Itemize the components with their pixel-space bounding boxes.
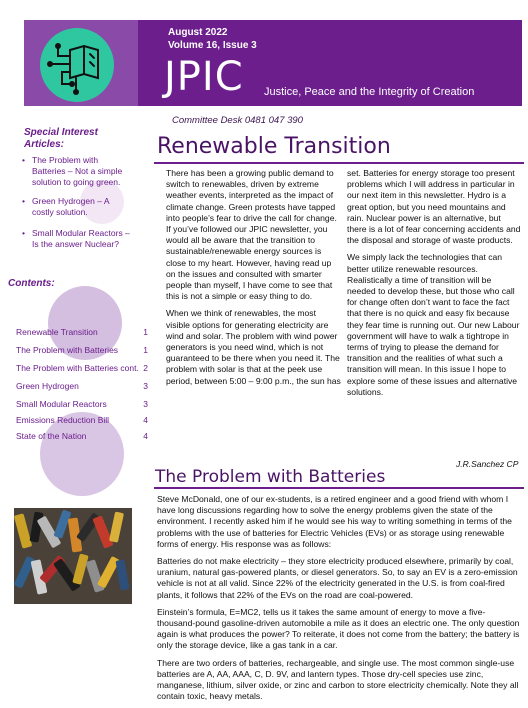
paragraph: We simply lack the technologies that can better utilize renewable resources. Realistically a time of transition will be needed to develop these, but those who call for change often don’t want to face the fact that there is no quick and easy fix because they fear time is running out. Our new Labour government will have to walk a tightrope in terms of trying to please the demand for transition and the realities of what such a transition will mean. In this issue I hope to explore some of these issues and alternative solutions. (347, 252, 520, 397)
toc-page: 1 (143, 345, 148, 355)
article-column-1 (166, 168, 342, 393)
paragraph: Steve McDonald, one of our ex-students, is a retired engineer and a good friend with whom I have long discussions regarding how to solve the energy problems given the state of the environment. I recently asked him if he would see his way to writing something in terms of the problems with the use of batteries for Electric Vehicles (EVs) or as storage using renewable forms of energy. His response was as follows: (157, 494, 512, 549)
toc-title: The Problem with Batteries (16, 345, 119, 355)
special-interest-item[interactable] (22, 196, 132, 218)
article-title-renewable: Renewable Transition (157, 134, 391, 159)
paragraph: When we think of renewables, the most visible options for generating electricity are wind and solar. The problem with wind power generators is you need wind, which is not guaranteed to be there when you need it. The problem with solar is that at the peek use period, between 5:00 – 9:00 p.m., the sun has (166, 308, 341, 386)
toc-entry[interactable] (16, 415, 148, 427)
special-interest-text: Small Modular Reactors – Is the answer Nuclear? (32, 228, 130, 249)
paragraph: Batteries do not make electricity – they store electricity produced elsewhere, primarily by coal, uranium, natural gas-powered plants, or diesel generators. So, to say an EV is a zero-emission vehicle is not at all valid. Since 22% of the electricity generated in the U.S. is from coal-fired plants, it follows that 22% of the EVs on the road are coal-powered. (157, 556, 518, 600)
committee-contact: Committee Desk 0481 047 390 (172, 115, 303, 126)
divider (154, 487, 524, 489)
toc-entry[interactable] (16, 345, 148, 357)
toc-page: 1 (143, 327, 148, 337)
jpic-logo-icon (40, 28, 114, 102)
bullet-icon: • (22, 228, 25, 238)
toc-title: The Problem with Batteries cont. (16, 363, 139, 373)
masthead-title: JPIC (164, 54, 244, 100)
paragraph: There has been a growing public demand to switch to renewables, driven by extreme weather events, interpreted as the impact of climate change. Green protests have tapped into people’s fear to drive the call for change. If you’ve followed our JPIC newsletter, you would all be aware that the transition to sustainable/renewable energy sources is close to my heart. However, having read up on the issues and consulted with smarter people than myself, I have come to see that this is not a simple or easy thing to do. (166, 168, 337, 302)
masthead-tagline: Justice, Peace and the Integrity of Creation (264, 86, 475, 98)
toc-page: 3 (143, 381, 148, 391)
toc-title: Renewable Transition (16, 327, 98, 337)
issue-volume: Volume 16, Issue 3 (168, 40, 257, 51)
issue-date: August 2022 (168, 27, 228, 38)
article-title-batteries: The Problem with Batteries (155, 467, 386, 487)
toc-title: State of the Nation (16, 431, 87, 441)
special-interest-title: Special Interest Articles: (24, 127, 98, 150)
toc-title: Small Modular Reactors (16, 399, 107, 409)
special-interest-item[interactable] (22, 228, 132, 250)
toc-title: Emissions Reduction Bill (16, 415, 110, 425)
toc-page: 3 (143, 399, 148, 409)
special-interest-text: Green Hydrogen – A costly solution. (32, 196, 110, 217)
toc-entry[interactable] (16, 399, 148, 411)
contents-title: Contents: (8, 278, 55, 289)
batteries-photo (14, 508, 132, 604)
toc-entry[interactable] (16, 363, 148, 375)
paragraph: Einstein’s formula, E=MC2, tells us it takes the same amount of energy to move a five-thousand-pound gasoline-driven automobile a mile as it does an electric one. The only question again is what produces the power? To reiterate, it does not come from the battery; the battery is only the storage device, like a gas tank in a car. (157, 606, 520, 651)
toc-entry[interactable] (16, 431, 148, 443)
toc-page: 2 (143, 363, 148, 373)
article-column-2 (347, 168, 521, 404)
special-interest-text: The Problem with Batteries – Not a simple solution to going green. (32, 155, 123, 187)
toc-page: 4 (143, 431, 148, 441)
author-byline: J.R.Sanchez CP (456, 459, 519, 469)
paragraph: There are two orders of batteries, rechargeable, and single use. The most common single-use batteries are A, AA, AAA, C, D. 9V, and lantern types. Those dry-cell species use zinc, manganese, lithium, silver oxide, or zinc and carbon to store electricity chemically. Note they all contain toxic, heavy metals. (157, 657, 519, 702)
paragraph: set. Batteries for energy storage too present problems which I will address in particular in our next item in this newsletter. Hydro is a great option, but you need mountains and rain. Nuclear power is an alternative, but there is a lot of fear concerning accidents and the disposal and storage of waste products. (347, 168, 521, 246)
divider (154, 162, 524, 164)
bullet-icon: • (22, 196, 25, 206)
special-interest-item[interactable] (22, 155, 132, 188)
bullet-icon: • (22, 155, 25, 165)
article-body-batteries (157, 494, 523, 708)
toc-entry[interactable] (16, 381, 148, 393)
toc-entry[interactable] (16, 327, 148, 339)
toc-title: Green Hydrogen (16, 381, 79, 391)
toc-page: 4 (143, 415, 148, 425)
